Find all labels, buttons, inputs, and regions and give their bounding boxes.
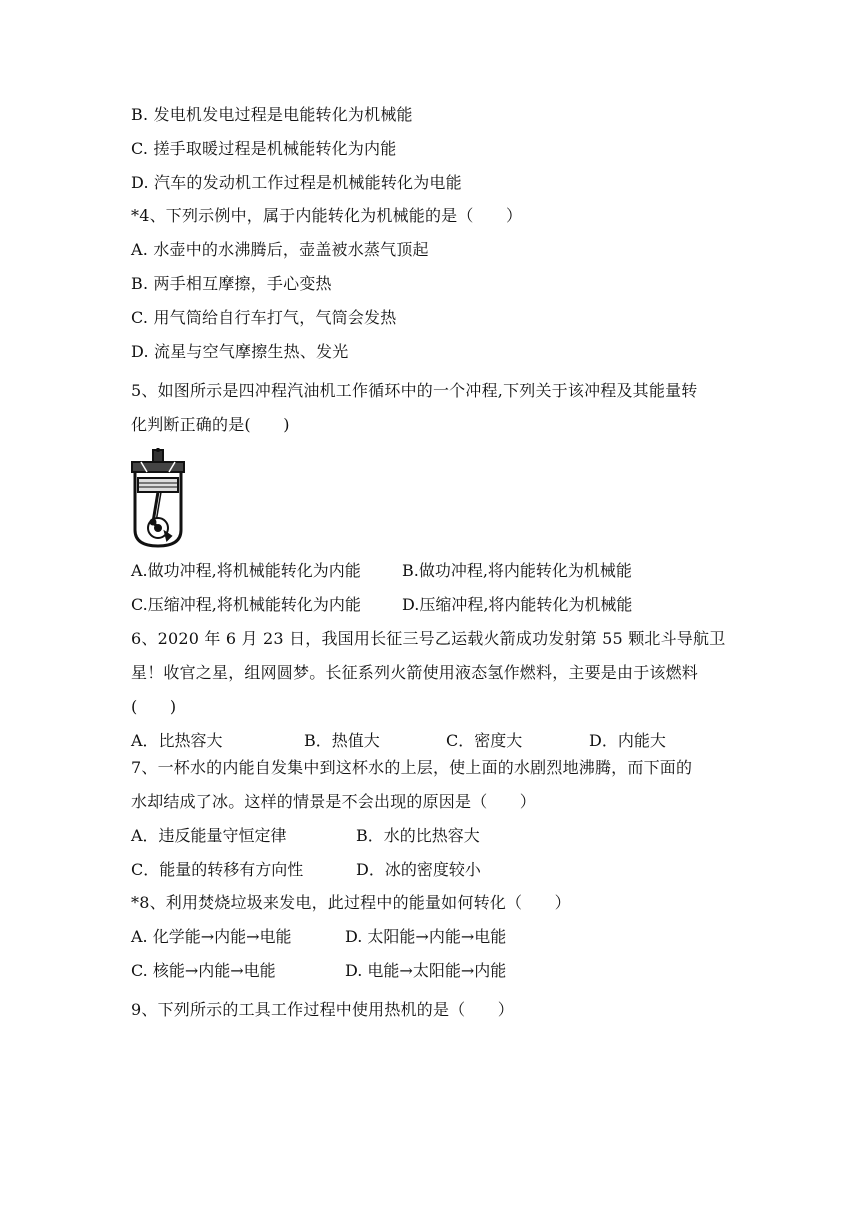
q4-option-d: D. 流星与空气摩擦生热、发光 — [131, 342, 349, 361]
q5-option-d: D.压缩冲程,将内能转化为机械能 — [402, 595, 633, 614]
q5-stem-line1: 5、如图所示是四冲程汽油机工作循环中的一个冲程,下列关于该冲程及其能量转 — [131, 381, 698, 400]
q4-option-b: B. 两手相互摩擦，手心变热 — [131, 274, 332, 293]
q7-stem-line2: 水却结成了冰。这样的情景是不会出现的原因是（ ） — [131, 792, 537, 811]
q6-option-a: A．比热容大 — [131, 731, 223, 750]
q6-stem-line2: 星！收官之星，组网圆梦。长征系列火箭使用液态氢作燃料，主要是由于该燃料 — [131, 663, 699, 682]
q8-option-b: D. 太阳能→内能→电能 — [345, 927, 507, 946]
q6-stem-line3: ( ) — [131, 697, 177, 716]
q6-option-d: D．内能大 — [589, 731, 666, 750]
engine-cylinder-figure — [129, 448, 187, 548]
q8-option-d: D. 电能→太阳能→内能 — [345, 961, 507, 980]
q7-option-c: C．能量的转移有方向性 — [131, 860, 304, 879]
q4-stem: *4、下列示例中，属于内能转化为机械能的是（ ） — [131, 206, 523, 225]
q8-stem: *8、利用焚烧垃圾来发电，此过程中的能量如何转化（ ） — [131, 893, 571, 912]
q5-option-c: C.压缩冲程,将机械能转化为内能 — [131, 595, 361, 614]
q8-option-c: C. 核能→内能→电能 — [131, 961, 276, 980]
q5-option-b: B.做功冲程,将内能转化为机械能 — [402, 561, 632, 580]
q7-option-b: B．水的比热容大 — [356, 826, 480, 845]
q6-option-b: B．热值大 — [304, 731, 380, 750]
q7-stem-line1: 7、一杯水的内能自发集中到这杯水的上层，使上面的水剧烈地沸腾，而下面的 — [131, 758, 693, 777]
q4-option-c: C. 用气筒给自行车打气，气筒会发热 — [131, 308, 397, 327]
q4-option-a: A. 水壶中的水沸腾后，壶盖被水蒸气顶起 — [131, 240, 429, 259]
q9-stem: 9、下列所示的工具工作过程中使用热机的是（ ） — [131, 1000, 514, 1019]
q8-option-a: A. 化学能→内能→电能 — [131, 927, 292, 946]
q6-option-c: C．密度大 — [446, 731, 523, 750]
q6-stem-line1: 6、2020 年 6 月 23 日，我国用长征三号乙运载火箭成功发射第 55 颗北斗导航卫 — [131, 629, 726, 648]
q7-option-a: A．违反能量守恒定律 — [131, 826, 287, 845]
q3-option-b: B. 发电机发电过程是电能转化为机械能 — [131, 105, 413, 124]
q7-option-d: D．冰的密度较小 — [356, 860, 481, 879]
q5-stem-line2: 化判断正确的是( ) — [131, 415, 290, 434]
q3-option-d: D. 汽车的发动机工作过程是机械能转化为电能 — [131, 173, 462, 192]
q3-option-c: C. 搓手取暖过程是机械能转化为内能 — [131, 139, 397, 158]
q5-option-a: A.做功冲程,将机械能转化为内能 — [131, 561, 361, 580]
